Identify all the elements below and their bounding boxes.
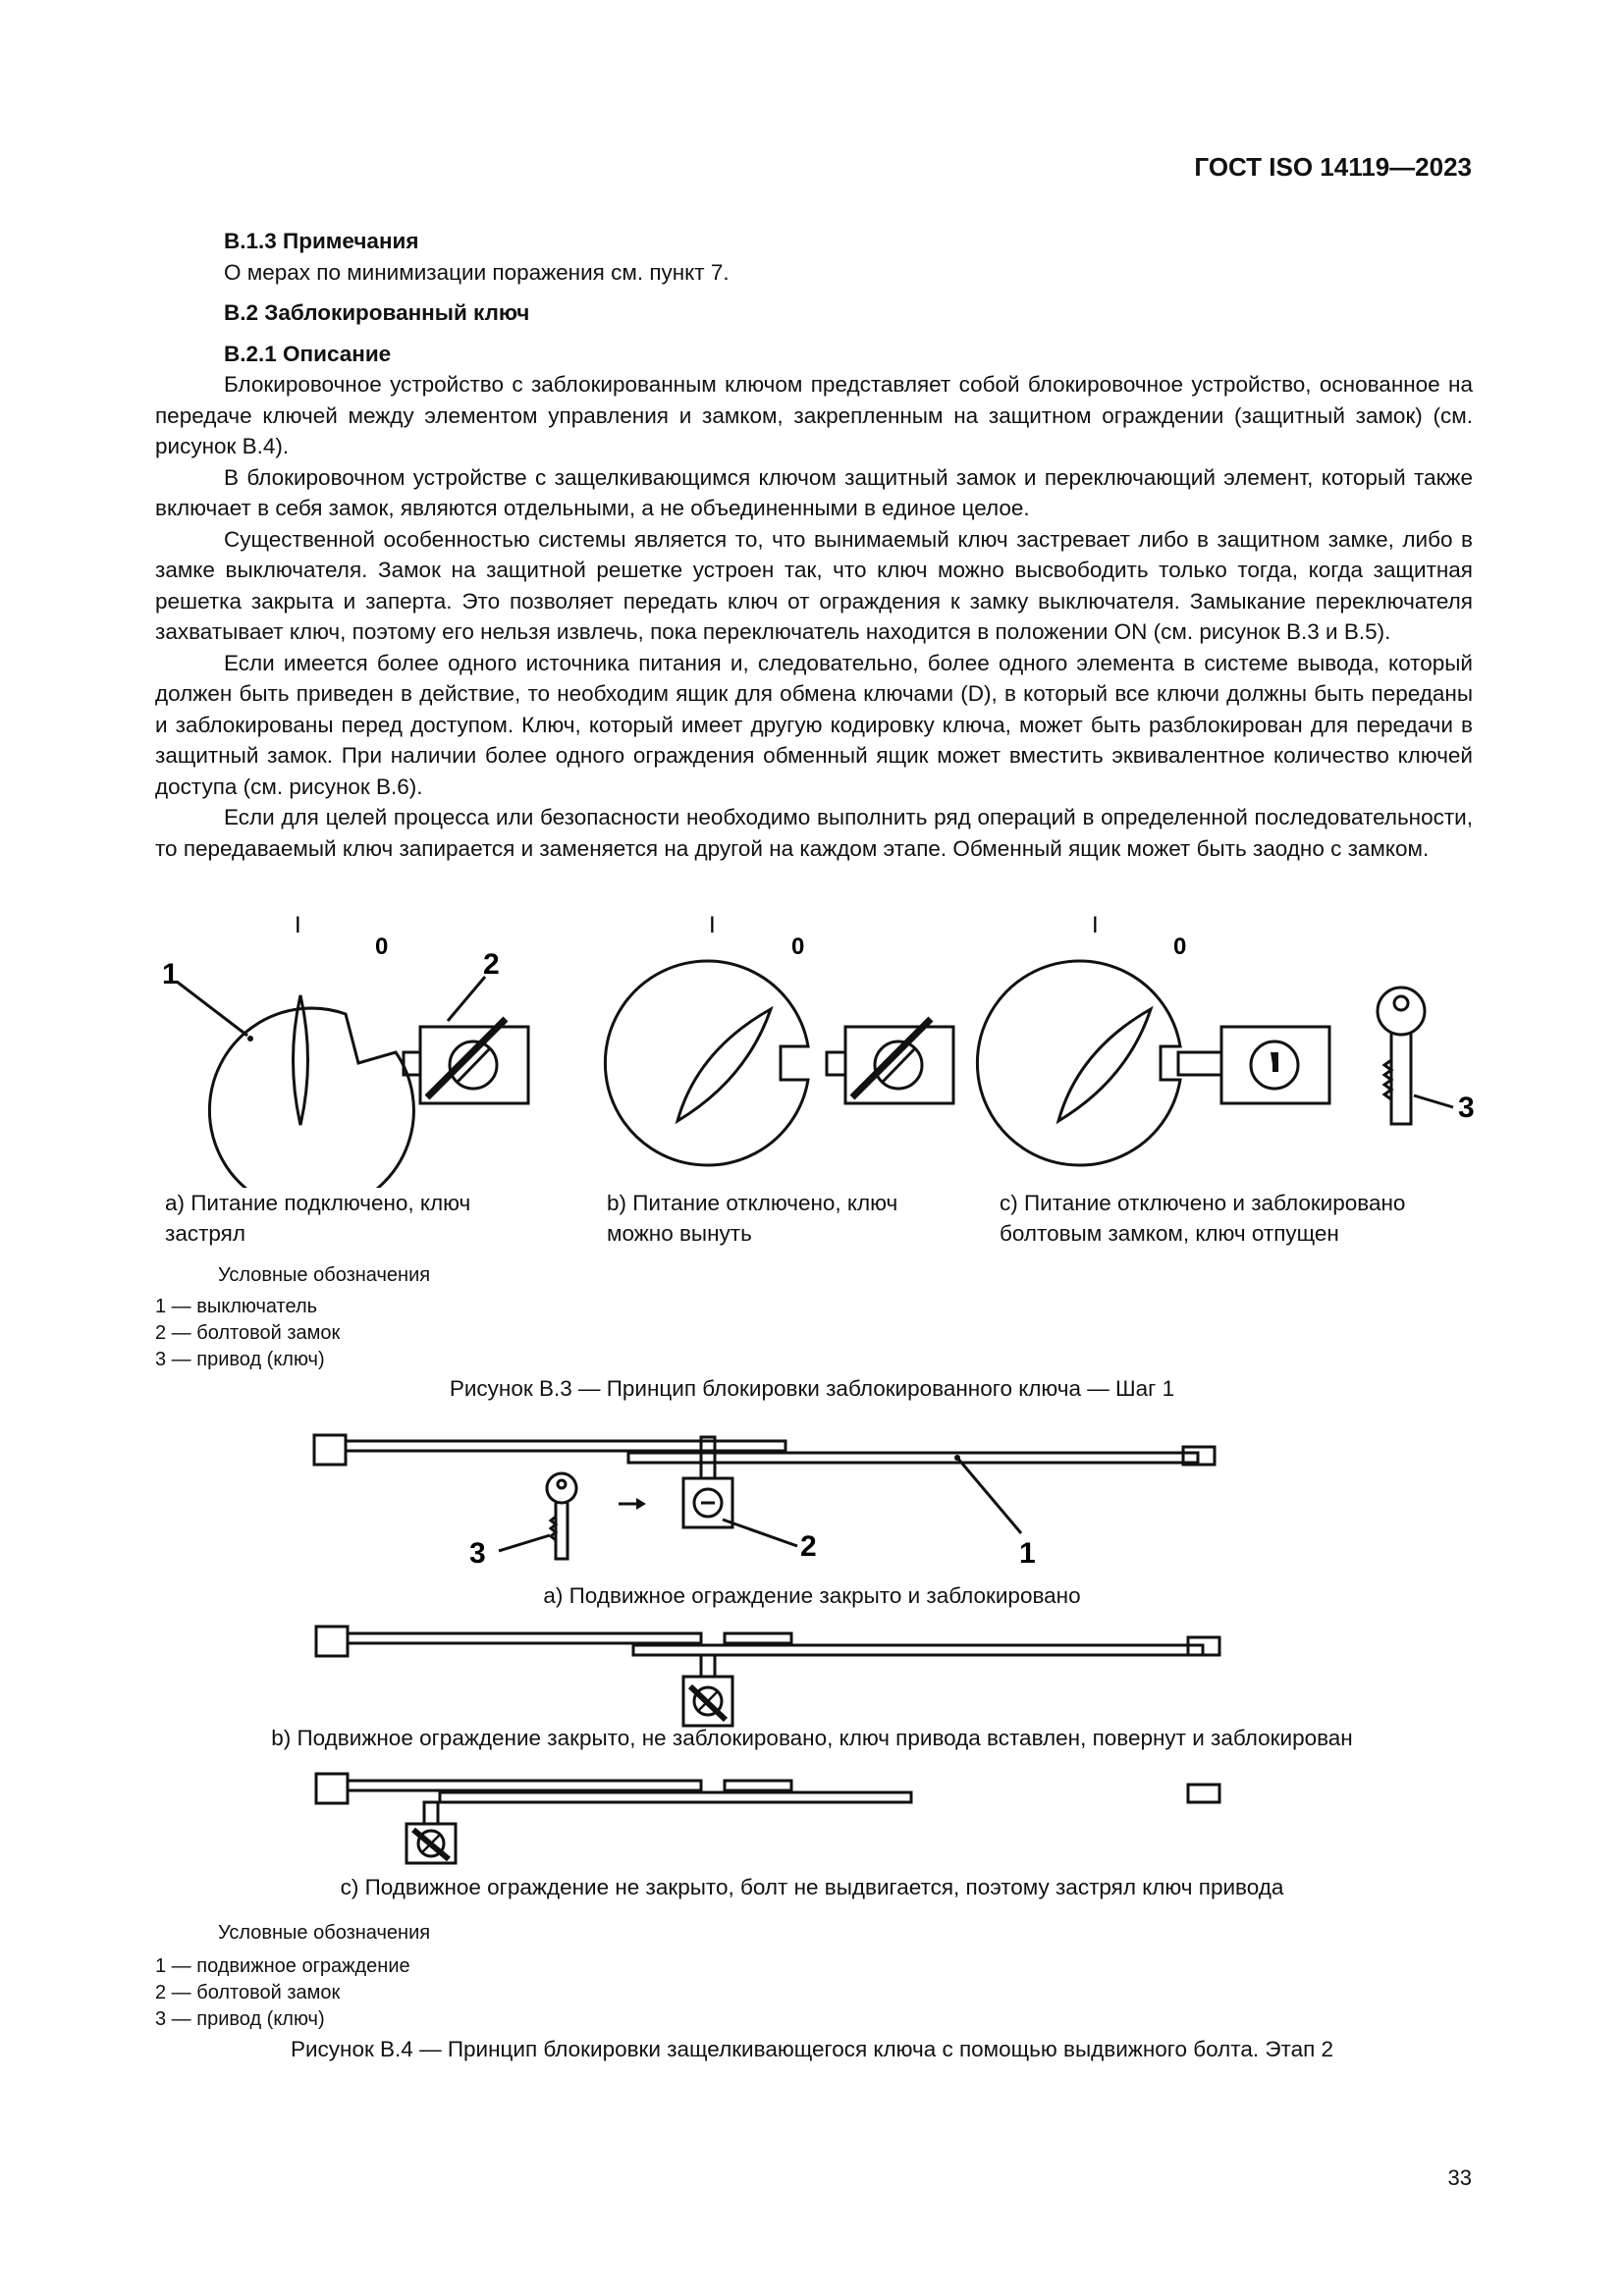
figure-b3-panel-b	[605, 912, 953, 1165]
switch-body	[977, 961, 1180, 1165]
key-icon	[1378, 988, 1425, 1124]
svg-text:0: 0	[1173, 934, 1187, 960]
callout-2-leader	[448, 977, 485, 1021]
caption-b3-c: c) Питание отключено и заблокировано болтовым замком, ключ отпущен	[1000, 1191, 1406, 1246]
figure-b4-row-c	[316, 1774, 1219, 1863]
svg-text:I: I	[1092, 912, 1099, 938]
figure-b3-legend: 1 — выключатель 2 — болтовой замок 3 — привод (ключ)	[155, 1296, 341, 1370]
body-text	[155, 226, 1473, 864]
caption-b3-b: b) Питание отключено, ключ можно вынуть	[607, 1191, 898, 1246]
callout-3-leader	[499, 1535, 550, 1551]
figure-b3-title: Рисунок B.3 — Принцип блокировки заблокированного ключа — Шаг 1	[449, 1376, 1175, 1401]
caption-b4-c: c) Подвижное ограждение не закрыто, болт не выдвигается, поэтому застрял ключ привода	[340, 1875, 1284, 1899]
bolt	[827, 1052, 845, 1075]
section-b2-title: B.2 Заблокированный ключ	[224, 300, 530, 325]
callout-1-leader	[957, 1458, 1021, 1533]
callout-1: 1	[162, 958, 179, 990]
callout-3: 3	[1458, 1092, 1475, 1124]
figure-b3-drawing	[0, 903, 1624, 1188]
figure-b4-row-b	[316, 1627, 1219, 1726]
keyhole-icon	[1271, 1052, 1278, 1072]
section-b13-title: B.1.3 Примечания	[224, 229, 419, 253]
switch-on-label: I	[295, 912, 301, 938]
switch-handle	[677, 1009, 771, 1121]
paragraph-3: Существенной особенностью системы является то, что вынимаемый ключ застревает либо в защитном замке, либо в замке выключателя. Замок на защитной решетке устроен так, что ключ можно высвободить только тогда, когда защитная решетка закрыта и заперта. Это позволяет передать ключ от ограждения к замку выключателя. Замыкание переключателя захватывает ключ, поэтому его нельзя извлечь, пока переключатель находится в положении ON (см. рисунок B.3 и B.5).	[155, 526, 1473, 644]
paragraph-2: В блокировочном устройстве с защелкивающимся ключом защитный замок и переключающий элемент, который также включает в себя замок, являются отдельными, а не объединенными в единое целое.	[155, 464, 1473, 520]
figure-b4-title: Рисунок B.4 — Принцип блокировки защелкивающегося ключа с помощью выдвижного болта. Этап 2	[290, 2037, 1334, 2061]
figure-b3-panel-a	[162, 912, 528, 1188]
key-icon	[547, 1473, 576, 1559]
caption-b4-b: b) Подвижное ограждение закрыто, не заблокировано, ключ привода вставлен, повернут и заблокирован	[271, 1726, 1353, 1750]
fixed-rail	[346, 1441, 785, 1451]
callout-1: 1	[1019, 1537, 1036, 1570]
figure-b4-row-a	[314, 1435, 1215, 1570]
standard-number: ГОСТ ISO 14119—2023	[1194, 152, 1472, 182]
figure-b3-panel-c	[977, 912, 1474, 1165]
paragraph-5: Если для целей процесса или безопасности необходимо выполнить ряд операций в определенной последовательности, то передаваемый ключ запирается и заменяется на другой на каждом этапе. Обменный ящик может быть заодно с замком.	[155, 805, 1473, 861]
section-b21-title: B.2.1 Описание	[224, 341, 392, 366]
figure-b4-drawing	[0, 1414, 1624, 1865]
page-number: 33	[1447, 2165, 1472, 2190]
paragraph-4: Если имеется более одного источника питания и, следовательно, более одного элемента в системе вывода, который должен быть приведен в действие, то необходим ящик для обмена ключами (D), в который все ключи должны быть переданы и заблокированы перед доступом. Ключ, который имеет другую кодировку ключа, может быть разблокирован для передачи в защитный замок. При наличии более одного ограждения обменный ящик может вместить эквивалентное количество ключей доступа (см. рисунок B.6).	[155, 650, 1473, 799]
switch-handle	[1058, 1009, 1151, 1121]
callout-3-leader	[1414, 1095, 1453, 1107]
callout-2-leader	[723, 1520, 797, 1546]
switch-handle	[294, 995, 308, 1125]
callout-2: 2	[800, 1530, 817, 1563]
switch-off-label: 0	[375, 934, 389, 960]
caption-b4-a: a) Подвижное ограждение закрыто и заблокировано	[543, 1583, 1081, 1608]
figure-b4-legend-title: Условные обозначения	[218, 1922, 431, 1944]
callout-2: 2	[483, 948, 500, 981]
paragraph-1: Блокировочное устройство с заблокированным ключом представляет собой блокировочное устройство, основанное на передаче ключей между элементом управления и замком, закрепленным на защитном ограждении (защитный замок) (см. рисунок B.4).	[155, 372, 1473, 458]
svg-text:I: I	[709, 912, 716, 938]
section-b13-text: О мерах по минимизации поражения см. пункт 7.	[224, 259, 730, 285]
caption-b3-a: a) Питание подключено, ключ застрял	[165, 1191, 471, 1246]
bolt	[701, 1437, 715, 1478]
bolt	[1178, 1052, 1221, 1075]
callout-3: 3	[469, 1537, 486, 1570]
switch-body	[209, 1008, 413, 1188]
svg-text:0: 0	[791, 934, 805, 960]
callout-1-leader	[177, 982, 247, 1036]
figure-b4-legend: 1 — подвижное ограждение 2 — болтовой замок 3 — привод (ключ)	[155, 1955, 410, 2030]
figure-b3-legend-title: Условные обозначения	[218, 1264, 431, 1286]
